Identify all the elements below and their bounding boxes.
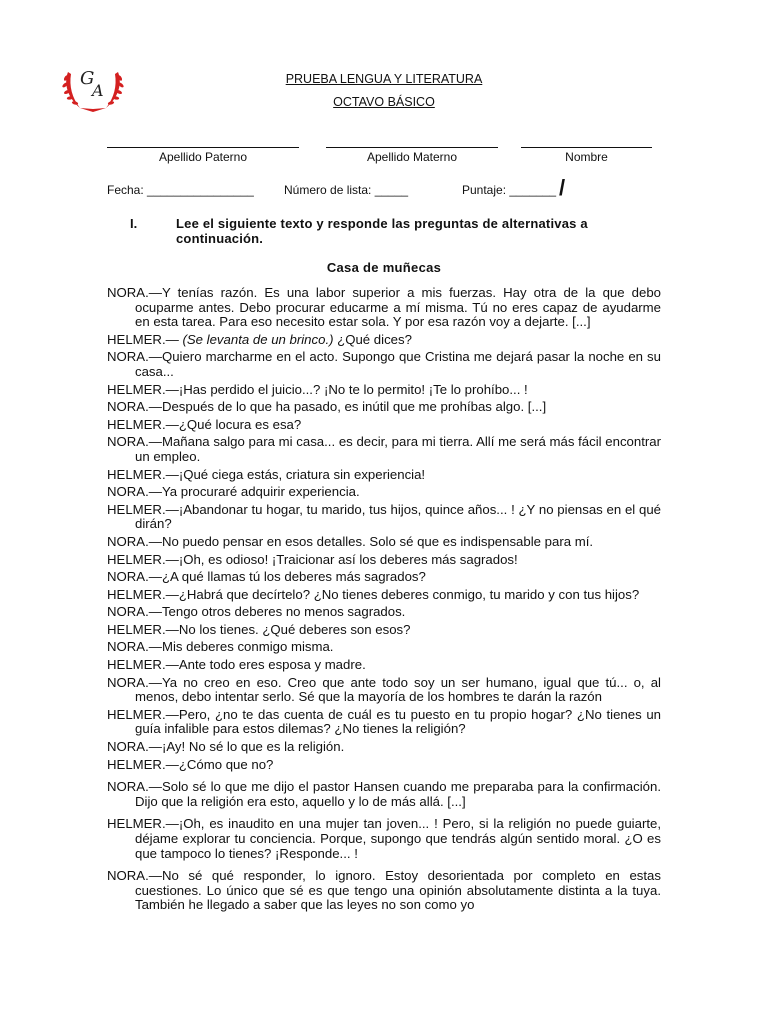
line-text: —Mis deberes conmigo misma. — [148, 639, 334, 655]
speaker-name: NORA. — [107, 868, 149, 884]
dialogue-line — [107, 553, 661, 568]
dialogue-line — [107, 780, 661, 809]
line-text-after: ¿Qué dices? — [333, 331, 412, 347]
grade-subtitle: OCTAVO BÁSICO — [333, 95, 435, 109]
line-text: —Ya no creo en eso. Creo que ante todo soy un ser humano, igual que tú... o, al menos, debo intentar serlo. Sé que la mayoría de los hombres te darán la razón — [135, 674, 661, 705]
dialogue-line — [107, 758, 661, 773]
svg-text:G: G — [80, 68, 95, 89]
speaker-name: NORA. — [107, 739, 149, 755]
section-instruction: Lee el siguiente texto y responde las preguntas de alternativas a continuación. — [176, 216, 588, 246]
speaker-name: NORA. — [107, 399, 149, 415]
dialogue-line — [107, 286, 661, 330]
speaker-name: HELMER. — [107, 657, 166, 673]
dialogue-text — [107, 286, 661, 916]
dialogue-line — [107, 400, 661, 415]
speaker-name: HELMER. — [107, 621, 166, 637]
dialogue-line — [107, 817, 661, 861]
speaker-name: HELMER. — [107, 586, 166, 602]
speaker-name: NORA. — [107, 639, 149, 655]
work-title: Casa de muñecas — [326, 260, 442, 275]
speaker-name: NORA. — [107, 434, 149, 450]
speaker-name: HELMER. — [107, 416, 166, 432]
speaker-name: HELMER. — [107, 551, 166, 567]
dialogue-line — [107, 740, 661, 755]
svg-text:A: A — [92, 81, 104, 100]
dialogue-line — [107, 503, 661, 532]
dialogue-line — [107, 383, 661, 398]
speaker-name: HELMER. — [107, 756, 166, 772]
section-number: I. — [130, 216, 138, 231]
speaker-name: NORA. — [107, 674, 149, 690]
line-text: —¡Qué ciega estás, criatura sin experiencia! — [165, 466, 426, 482]
speaker-name: NORA. — [107, 569, 149, 585]
speaker-name: NORA. — [107, 285, 149, 300]
dialogue-line — [107, 869, 661, 913]
line-text: —¿A qué llamas tú los deberes más sagrados? — [148, 569, 426, 585]
apellido-materno-label: Apellido Materno — [366, 150, 458, 164]
line-text: —¡Oh, es odioso! ¡Traicionar así los deberes más sagrados! — [165, 551, 518, 567]
test-title: PRUEBA LENGUA Y LITERATURA — [285, 72, 483, 86]
speaker-name: HELMER. — [107, 466, 166, 482]
line-text: —Después de lo que ha pasado, es inútil que me prohíbas algo. [...] — [148, 399, 547, 415]
dialogue-line — [107, 676, 661, 705]
dialogue-line — [107, 535, 661, 550]
dialogue-line — [107, 418, 661, 433]
line-text: —¿Cómo que no? — [165, 756, 274, 772]
puntaje-slash: / — [559, 175, 566, 200]
student-name-fields — [0, 137, 768, 177]
line-text: —No puedo pensar en esos detalles. Solo sé que es indispensable para mí. — [148, 533, 594, 549]
line-text: —No sé qué responder, lo ignoro. Estoy desorientada por completo en estas cuestiones. Lo único que sé es que tengo una opinión absolutamente distinta a la tuya. También he llegado a saber que las leyes no son como yo — [135, 868, 661, 913]
line-text: —¡Oh, es inaudito en una mujer tan joven... ! Pero, si la religión no puede guiarte, déjame explorar tu conciencia. Porque, supongo que tendrás algún sentido moral. ¿O es que tampoco lo tienes? ¡Responde... ! — [135, 816, 661, 861]
stage-direction: (Se levanta de un brinco.) — [182, 331, 334, 347]
dialogue-line — [107, 708, 661, 737]
dialogue-line — [107, 658, 661, 673]
dialogue-line — [107, 623, 661, 638]
line-text: — — [165, 331, 183, 347]
nombre-label: Nombre — [565, 150, 608, 164]
speaker-name: HELMER. — [107, 501, 166, 517]
line-text: —Y tenías razón. Es una labor superior a mis fuerzas. Hay otra de la que debo ocuparme antes. Debo procurar educarme a mí misma. Tú no eres capaz de ayudarme en esta tarea. Para eso necesito estar sola. Y por esa razón voy a dejarte. [...] — [135, 285, 661, 330]
dialogue-line — [107, 485, 661, 500]
apellido-materno-field[interactable] — [326, 137, 498, 164]
dialogue-line — [107, 605, 661, 620]
speaker-name: NORA. — [107, 604, 149, 620]
line-text: —Ya procuraré adquirir experiencia. — [148, 484, 360, 500]
numero-lista-field[interactable]: Número de lista: _____ — [284, 183, 409, 197]
dialogue-line — [107, 333, 661, 348]
speaker-name: HELMER. — [107, 816, 166, 832]
apellido-paterno-field[interactable] — [107, 137, 299, 164]
apellido-paterno-label: Apellido Paterno — [158, 150, 248, 164]
fecha-field[interactable]: Fecha: ________________ — [107, 183, 254, 197]
line-text: —Quiero marcharme en el acto. Supongo que Cristina me dejará pasar la noche en su casa... — [135, 349, 661, 379]
line-text: —¿Habrá que decírtelo? ¿No tienes deberes conmigo, tu marido y con tus hijos? — [165, 586, 640, 602]
speaker-name: HELMER. — [107, 706, 166, 722]
speaker-name: HELMER. — [107, 381, 166, 397]
dialogue-line — [107, 570, 661, 585]
dialogue-line — [107, 435, 661, 464]
dialogue-line — [107, 588, 661, 603]
line-text: —Solo sé lo que me dijo el pastor Hansen cuando me preparaba para la confirmación. Dijo que la religión era esto, aquello y lo de más allá. [...] — [135, 779, 661, 809]
line-text: —Ante todo eres esposa y madre. — [165, 657, 366, 673]
line-text: —¡Has perdido el juicio...? ¡No te lo permito! ¡Te lo prohíbo... ! — [165, 381, 528, 397]
line-text: —¡Ay! No sé lo que es la religión. — [148, 739, 345, 755]
line-text: —Tengo otros deberes no menos sagrados. — [148, 604, 406, 620]
line-text: —Mañana salgo para mi casa... es decir, para mi tierra. Allí me será más fácil encontrar un empleo. — [135, 434, 661, 464]
nombre-field[interactable] — [521, 137, 652, 164]
line-text: —¿Qué locura es esa? — [165, 416, 302, 432]
speaker-name: NORA. — [107, 533, 149, 549]
line-text: —Pero, ¿no te das cuenta de cuál es tu puesto en tu propio hogar? ¿No tienes un guía infalible para estos dilemas? ¿No tienes la religión? — [135, 706, 661, 737]
puntaje-field[interactable]: Puntaje: _______ — [462, 183, 557, 197]
dialogue-line — [107, 350, 661, 379]
line-text: —No los tienes. ¿Qué deberes son esos? — [165, 621, 411, 637]
dialogue-line — [107, 640, 661, 655]
dialogue-line — [107, 468, 661, 483]
speaker-name: NORA. — [107, 779, 149, 795]
speaker-name: NORA. — [107, 349, 149, 365]
speaker-name: NORA. — [107, 484, 149, 500]
line-text: —¡Abandonar tu hogar, tu marido, tus hijos, quince años... ! ¿Y no piensas en el qué dirán? — [135, 501, 661, 532]
speaker-name: HELMER. — [107, 331, 166, 347]
